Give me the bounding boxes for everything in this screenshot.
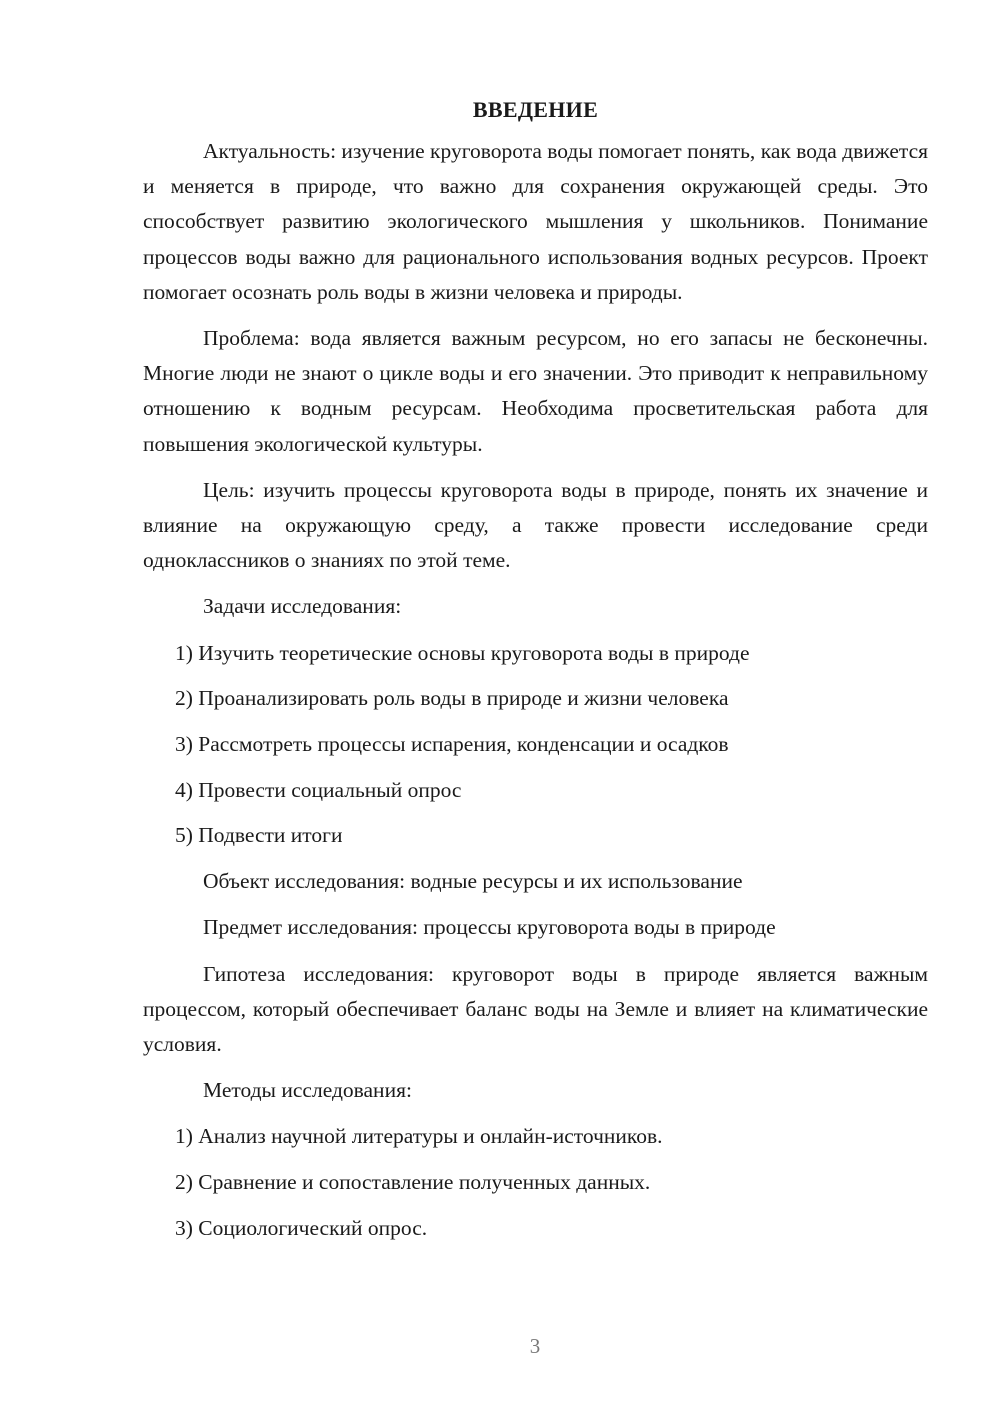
research-object: Объект исследования: водные ресурсы и их использование bbox=[203, 869, 743, 894]
method-item: 2) Сравнение и сопоставление полученных данных. bbox=[175, 1170, 651, 1195]
methods-heading: Методы исследования: bbox=[203, 1078, 412, 1103]
methods-list bbox=[143, 1119, 928, 1246]
page-number: 3 bbox=[529, 1334, 541, 1358]
method-item: 1) Анализ научной литературы и онлайн-источников. bbox=[175, 1124, 663, 1149]
research-subject: Предмет исследования: процессы круговорота воды в природе bbox=[203, 915, 776, 940]
goal-paragraph: Цель: изучить процессы круговорота воды в природе, понять их значение и влияние на окружающую среду, а также провести исследование среди одноклассников о знаниях по этой теме. bbox=[143, 477, 928, 573]
task-item: 1) Изучить теоретические основы круговорота воды в природе bbox=[175, 640, 750, 665]
hypothesis-paragraph: Гипотеза исследования: круговорот воды в природе является важным процессом, который обеспечивает баланс воды на Земле и влияет на климатические условия. bbox=[143, 961, 928, 1056]
task-item: 5) Подвести итоги bbox=[175, 823, 343, 848]
tasks-list bbox=[143, 636, 928, 854]
page-content bbox=[143, 95, 928, 1256]
relevance-paragraph: Актуальность: изучение круговорота воды помогает понять, как вода движется и меняется в природе, что важно для сохранения окружающей среды. Это способствует развитию экологического мышления у школьников. Понимание процессов воды важно для рационального использования водных ресурсов. Проект помогает осознать роль воды в жизни человека и природы. bbox=[143, 139, 928, 304]
tasks-heading: Задачи исследования: bbox=[203, 594, 402, 619]
section-title: ВВЕДЕНИЕ bbox=[472, 97, 599, 122]
task-item: 3) Рассмотреть процессы испарения, конденсации и осадков bbox=[175, 732, 729, 757]
task-item: 4) Провести социальный опрос bbox=[175, 777, 462, 802]
method-item: 3) Социологический опрос. bbox=[175, 1215, 428, 1240]
task-item: 2) Проанализировать роль воды в природе и жизни человека bbox=[175, 686, 729, 711]
problem-paragraph: Проблема: вода является важным ресурсом, но его запасы не бесконечны. Многие люди не знают о цикле воды и его значении. Это приводит к неправильному отношению к водным ресурсам. Необходима просветительская работа для повышения экологической культуры. bbox=[143, 326, 928, 456]
